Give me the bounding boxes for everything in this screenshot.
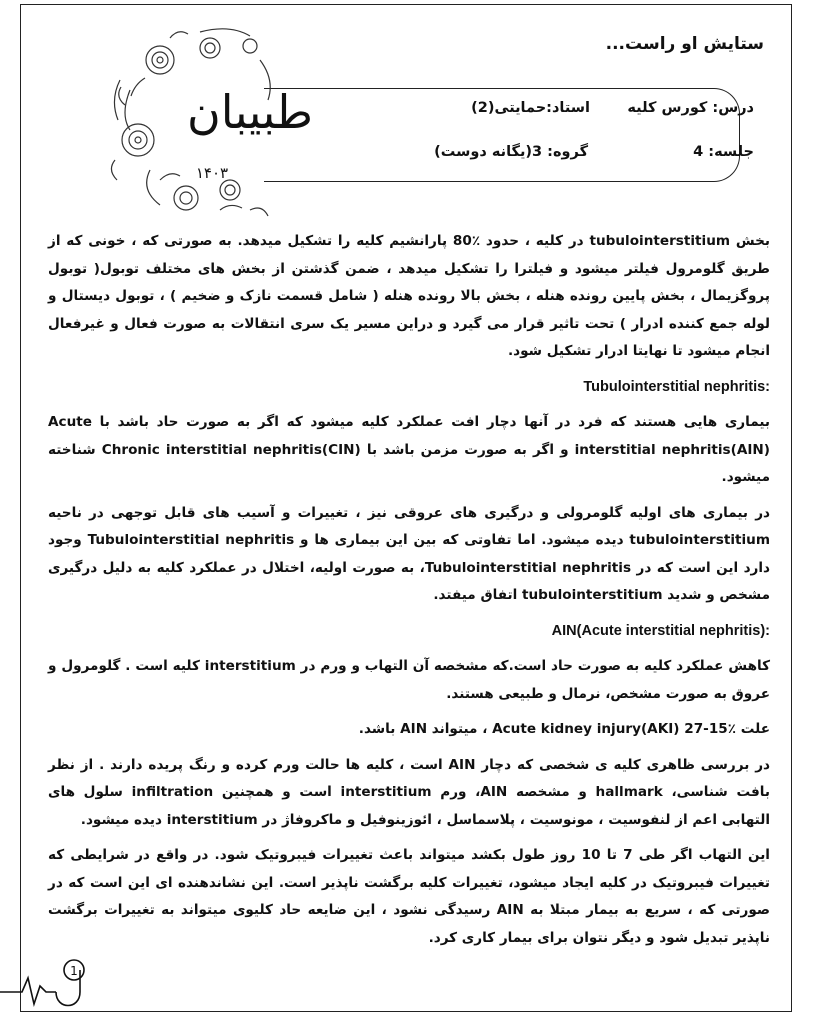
- intro-paragraph: بخش tubulointerstitium در کلیه ، حدود ٪80 پارانشیم کلیه را تشکیل میدهد. به صورتی که ، خونی که از طریق گلومرول فیلتر میشود و فیلترا را تشکیل میدهد ، ضمن گذشتن از بخش های مختلف توبول( توبول پروگزیمال ، بخش پایین رونده هنله ، بخش بالا رونده هنله ( شامل قسمت نازک و ضخیم ) ، توبول دیستال و لوله جمع کننده ادرار ) تحت تاثیر قرار می گیرد و دراین مسیر یک سری انتقالات به صورت فعال و غیرفعال انجام میشود تا نهایتا ادرار تشکیل شود.: [48, 233, 770, 359]
- stethoscope-icon: [0, 948, 120, 1018]
- logo-text: طبیبان: [186, 85, 314, 139]
- section-heading-ain: AIN(Acute interstitial nephritis):: [551, 622, 770, 639]
- section-heading-tubulointerstitial-nephritis: Tubulointerstitial nephritis:: [583, 378, 770, 395]
- group-label: گروه: 3(یگانه دوست): [434, 144, 588, 160]
- teacher-label: استاد:حمایتی(2): [471, 100, 590, 116]
- page-number: 1: [70, 964, 78, 978]
- document-body: [48, 228, 770, 960]
- paragraph-2: در بیماری های اولیه گلومرولی و درگیری های عروقی نیز ، تغییرات و آسیب های قابل توجهی در ناحیه tubulointerstitium دیده میشود. اما تفاوتی که بین این بیماری ها و Tubulointerstitial nephritis وجود دارد این است که در Tubulointerstitial nephritis، به صورت اولیه، اختلال در عملکرد کلیه به دلیل درگیری مشخص و شدید tubulointerstitium اتفاق میفتد.: [48, 504, 771, 603]
- tabiban-logo: [100, 20, 314, 220]
- course-label: درس: کورس کلیه: [627, 100, 754, 116]
- logo-year: ۱۴۰۳: [195, 164, 229, 182]
- paragraph-5: در بررسی ظاهری کلیه ی شخصی که دچار AIN است ، کلیه ها حالت ورم کرده و رنگ پریده دارند . از نظر بافت شناسی، hallmark و مشخصه AIN، ورم interstitium است و همچنین infiltration سلول های التهابی اعم از لنفوسیت ، مونوسیت ، پلاسماسل ، ائوزینوفیل و ماکروفاژ در interstitium دیده میشود.: [48, 756, 770, 828]
- praise-heading: ستایش او راست...: [605, 34, 764, 54]
- paragraph-4: علت ٪15-27 Acute kidney injury(AKI) ، میتواند AIN باشد.: [358, 721, 770, 737]
- paragraph-6: این التهاب اگر طی 7 تا 10 روز طول بکشد میتواند باعث تغییرات فیبروتیک شود. در واقع در شرایطی که تغییرات فیبروتیک در کلیه ایجاد میشود، تغییرات کلیه برگشت ناپذیر است. این نشاندهنده ای این است که در صورتی که ، سریع به بیمار مبتلا به AIN رسیدگی نشود ، این ضایعه حاد کلیوی میتواند به تغییرات برگشت ناپذیر تبدیل شود و دیگر نتوان برای بیمار کاری کرد.: [48, 847, 771, 946]
- paragraph-3: کاهش عملکرد کلیه به صورت حاد است.که مشخصه آن التهاب و ورم در interstitium کلیه است . گلومرول و عروق به صورت مشخص، نرمال و طبیعی هستند.: [48, 658, 771, 702]
- session-label: جلسه: 4: [693, 144, 754, 160]
- paragraph-1: بیماری هایی هستند که فرد در آنها دچار افت عملکرد کلیه میشود که اگر به صورت حاد باشد با Acute interstitial nephritis(AIN) و اگر به صورت مزمن باشد با Chronic interstitial nephritis(CIN) شناخته میشود.: [48, 414, 770, 485]
